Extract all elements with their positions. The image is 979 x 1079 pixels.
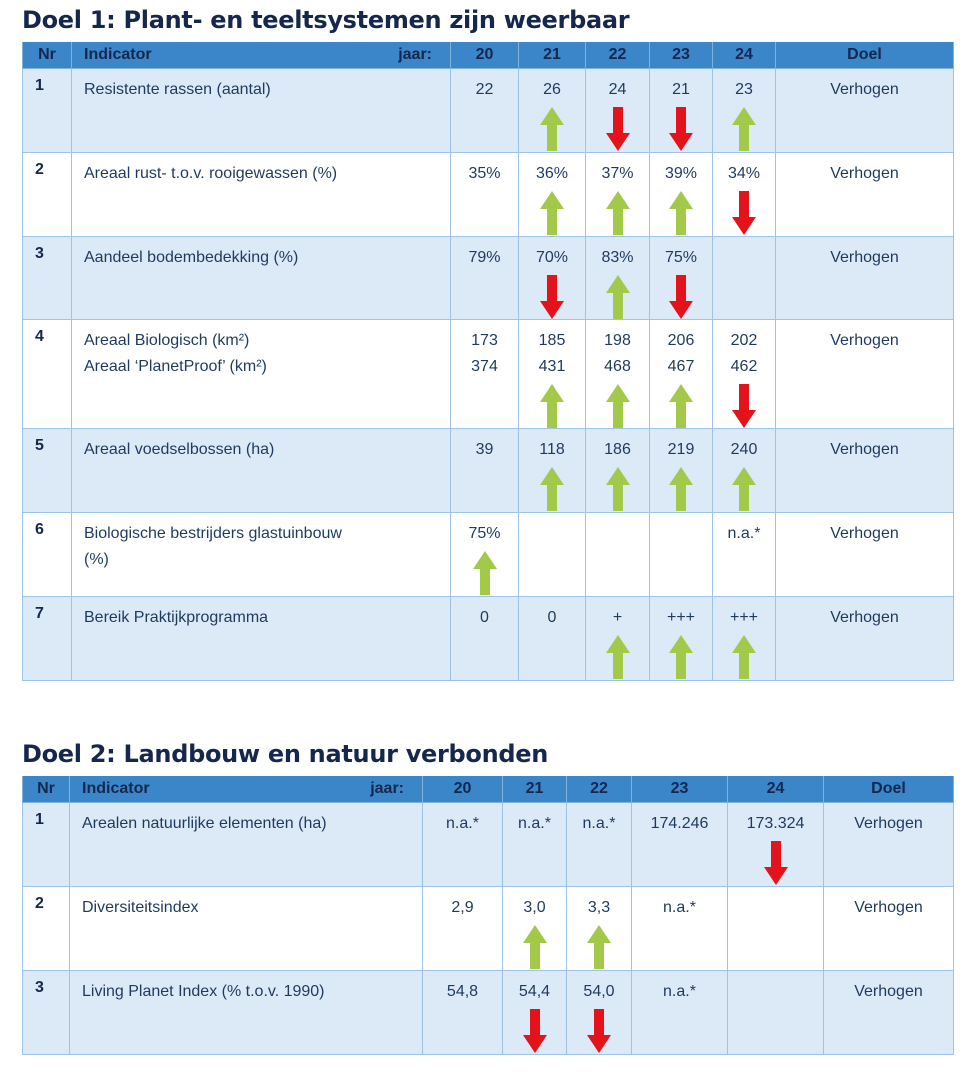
arrow-down-icon — [523, 1009, 547, 1053]
year-value: n.a.* — [446, 815, 479, 832]
indicator-label: (%) — [84, 551, 109, 568]
year-value-cell — [632, 803, 728, 887]
header-jaar: jaar: — [370, 780, 404, 797]
year-value-cell — [503, 971, 567, 1055]
arrow-up-icon — [540, 191, 564, 235]
indicator-cell — [72, 237, 451, 320]
year-value-cell — [650, 597, 713, 681]
section1-table — [22, 42, 954, 681]
year-value: 22 — [475, 81, 494, 98]
year-value-cell — [586, 237, 650, 320]
year-value-cell — [650, 513, 713, 597]
year-value-cell — [451, 429, 519, 513]
year-value: 35% — [468, 165, 501, 182]
year-value: 206 — [667, 332, 695, 349]
header-indicator-label: Indicator — [82, 780, 150, 797]
year-value-cell — [650, 69, 713, 153]
doel-cell: Verhogen — [776, 237, 954, 320]
year-value: 467 — [667, 358, 695, 375]
year-value: 186 — [604, 441, 631, 458]
year-value: 468 — [604, 358, 631, 375]
year-value: 431 — [538, 358, 566, 375]
header-year-24: 24 — [713, 42, 776, 69]
year-value: 219 — [667, 441, 695, 458]
header-year-21: 21 — [503, 776, 567, 803]
indicator-cell — [72, 597, 451, 681]
header-indicator-label: Indicator — [84, 46, 152, 63]
table-row — [23, 513, 954, 597]
arrow-down-icon — [764, 841, 788, 885]
arrow-down-icon — [540, 275, 564, 319]
indicator-label: Biologische bestrijders glastuinbouw — [84, 525, 342, 542]
year-value-cell — [451, 153, 519, 237]
arrow-down-icon — [587, 1009, 611, 1053]
row-number: 6 — [23, 513, 72, 597]
indicator-label: Diversiteitsindex — [82, 899, 199, 916]
row-number: 5 — [23, 429, 72, 513]
table-row — [23, 887, 954, 971]
arrow-up-icon — [732, 635, 756, 679]
indicator-cell — [72, 320, 451, 429]
year-value-cell — [728, 971, 824, 1055]
year-value-cell — [650, 153, 713, 237]
year-value: 240 — [730, 441, 758, 458]
year-value-cell — [503, 887, 567, 971]
indicator-label: Areaal rust- t.o.v. rooigewassen (%) — [84, 165, 338, 182]
arrow-up-icon — [669, 384, 693, 428]
header-nr: Nr — [23, 42, 72, 69]
table-row — [23, 153, 954, 237]
year-value-cell — [632, 887, 728, 971]
year-value-cell — [451, 320, 519, 429]
table-row — [23, 597, 954, 681]
year-value: 0 — [547, 609, 557, 626]
year-value: 2,9 — [451, 899, 474, 916]
year-value-cell — [423, 887, 503, 971]
arrow-up-icon — [606, 635, 630, 679]
year-value: 39% — [664, 165, 698, 182]
arrow-up-icon — [606, 275, 630, 319]
year-value-cell — [519, 597, 586, 681]
year-value-cell — [632, 971, 728, 1055]
arrow-up-icon — [732, 107, 756, 151]
doel-cell: Verhogen — [824, 803, 954, 887]
year-value: n.a.* — [727, 525, 761, 542]
row-number: 2 — [23, 887, 70, 971]
year-value: n.a.* — [663, 983, 696, 1000]
year-value-cell — [713, 597, 776, 681]
year-value-cell — [713, 320, 776, 429]
year-value-cell — [650, 429, 713, 513]
indicator-label: Areaal ‘PlanetProof’ (km²) — [84, 358, 267, 375]
arrow-down-icon — [606, 107, 630, 151]
table-row — [23, 429, 954, 513]
doel-cell: Verhogen — [776, 513, 954, 597]
year-value-cell — [713, 153, 776, 237]
year-value: 83% — [601, 249, 634, 266]
year-value-cell — [567, 971, 632, 1055]
year-value: 37% — [601, 165, 634, 182]
table-row — [23, 69, 954, 153]
year-value-cell — [519, 153, 586, 237]
header-year-22: 22 — [567, 776, 632, 803]
year-value-cell — [586, 513, 650, 597]
doel-cell: Verhogen — [824, 887, 954, 971]
header-year-22: 22 — [586, 42, 650, 69]
year-value-cell — [567, 887, 632, 971]
year-value: n.a.* — [663, 899, 696, 916]
year-value: + — [612, 609, 623, 626]
year-value-cell — [713, 429, 776, 513]
year-value-cell — [586, 597, 650, 681]
doel-cell: Verhogen — [776, 320, 954, 429]
header-jaar: jaar: — [398, 46, 432, 63]
header-year-20: 20 — [423, 776, 503, 803]
arrow-up-icon — [523, 925, 547, 969]
indicator-label: Arealen natuurlijke elementen (ha) — [82, 815, 327, 832]
indicator-cell — [70, 887, 423, 971]
indicator-label: Resistente rassen (aantal) — [84, 81, 271, 98]
year-value: 23 — [735, 81, 753, 98]
header-year-20: 20 — [451, 42, 519, 69]
doel-cell: Verhogen — [776, 429, 954, 513]
indicator-label: Living Planet Index (% t.o.v. 1990) — [82, 983, 325, 1000]
year-value: 3,3 — [587, 899, 611, 916]
indicator-cell — [70, 971, 423, 1055]
header-year-23: 23 — [632, 776, 728, 803]
arrow-up-icon — [540, 467, 564, 511]
arrow-up-icon — [669, 635, 693, 679]
year-value-cell — [423, 971, 503, 1055]
row-number: 1 — [23, 69, 72, 153]
year-value: 54,8 — [446, 983, 479, 1000]
table-row — [23, 237, 954, 320]
table-row — [23, 803, 954, 887]
indicator-cell — [72, 153, 451, 237]
year-value-cell — [451, 69, 519, 153]
header-indicator — [70, 776, 423, 803]
indicator-label: Bereik Praktijkprogramma — [84, 609, 269, 626]
year-value: 39 — [475, 441, 494, 458]
indicator-label: Aandeel bodembedekking (%) — [84, 249, 299, 266]
header-year-24: 24 — [728, 776, 824, 803]
year-value: 374 — [471, 358, 498, 375]
arrow-up-icon — [669, 191, 693, 235]
indicator-label: Areaal voedselbossen (ha) — [84, 441, 275, 458]
year-value: 173.324 — [746, 815, 805, 832]
table-header-row — [23, 776, 954, 803]
year-value: 24 — [608, 81, 627, 98]
indicator-cell — [72, 513, 451, 597]
indicator-cell — [70, 803, 423, 887]
year-value: 70% — [535, 249, 569, 266]
section2-body — [23, 803, 954, 1055]
section2-table — [22, 776, 954, 1055]
year-value-cell — [586, 429, 650, 513]
indicator-cell — [72, 429, 451, 513]
year-value: 3,0 — [523, 899, 546, 916]
row-number: 7 — [23, 597, 72, 681]
arrow-up-icon — [587, 925, 611, 969]
arrow-up-icon — [606, 191, 630, 235]
year-value: 54,4 — [518, 983, 551, 1000]
year-value-cell — [650, 237, 713, 320]
year-value: +++ — [729, 609, 759, 626]
year-value: n.a.* — [582, 815, 616, 832]
year-value-cell — [519, 429, 586, 513]
year-value: 173 — [471, 332, 498, 349]
year-value: n.a.* — [518, 815, 551, 832]
header-nr: Nr — [23, 776, 70, 803]
year-value: 79% — [468, 249, 501, 266]
year-value: 36% — [535, 165, 569, 182]
section2-title: Doel 2: Landbouw en natuur verbonden — [22, 740, 549, 768]
year-value-cell — [586, 153, 650, 237]
year-value: +++ — [666, 609, 696, 626]
arrow-up-icon — [606, 384, 630, 428]
arrow-up-icon — [732, 467, 756, 511]
year-value-cell — [519, 513, 586, 597]
section1-body — [23, 69, 954, 681]
year-value: 54,0 — [583, 983, 615, 1000]
year-value-cell — [451, 597, 519, 681]
section1-title: Doel 1: Plant- en teeltsystemen zijn weerbaar — [22, 6, 630, 34]
year-value: 462 — [730, 358, 758, 375]
year-value: 21 — [672, 81, 690, 98]
arrow-up-icon — [669, 467, 693, 511]
doel-cell: Verhogen — [776, 597, 954, 681]
year-value: 75% — [664, 249, 698, 266]
arrow-down-icon — [669, 107, 693, 151]
header-year-23: 23 — [650, 42, 713, 69]
year-value-cell — [586, 320, 650, 429]
row-number: 1 — [23, 803, 70, 887]
year-value-cell — [713, 69, 776, 153]
year-value-cell — [567, 803, 632, 887]
year-value-cell — [713, 513, 776, 597]
year-value: 0 — [480, 609, 489, 626]
doel-cell: Verhogen — [824, 971, 954, 1055]
arrow-up-icon — [540, 384, 564, 428]
year-value-cell — [586, 69, 650, 153]
year-value-cell — [519, 320, 586, 429]
table-row — [23, 320, 954, 429]
indicator-cell — [72, 69, 451, 153]
arrow-down-icon — [669, 275, 693, 319]
year-value-cell — [451, 237, 519, 320]
table-row — [23, 971, 954, 1055]
year-value: 118 — [539, 441, 565, 458]
row-number: 3 — [23, 237, 72, 320]
year-value: 26 — [543, 81, 561, 98]
year-value: 174.246 — [650, 815, 709, 832]
row-number: 3 — [23, 971, 70, 1055]
header-doel: Doel — [824, 776, 954, 803]
year-value-cell — [451, 513, 519, 597]
arrow-up-icon — [473, 551, 497, 595]
doel-cell: Verhogen — [776, 69, 954, 153]
row-number: 2 — [23, 153, 72, 237]
year-value: 34% — [727, 165, 761, 182]
year-value-cell — [650, 320, 713, 429]
year-value-cell — [423, 803, 503, 887]
arrow-up-icon — [540, 107, 564, 151]
year-value-cell — [713, 237, 776, 320]
arrow-down-icon — [732, 191, 756, 235]
year-value-cell — [519, 237, 586, 320]
year-value-cell — [728, 887, 824, 971]
header-year-21: 21 — [519, 42, 586, 69]
arrow-up-icon — [606, 467, 630, 511]
year-value-cell — [728, 803, 824, 887]
arrow-down-icon — [732, 384, 756, 428]
year-value: 198 — [604, 332, 631, 349]
year-value: 185 — [538, 332, 566, 349]
year-value: 202 — [730, 332, 758, 349]
year-value-cell — [519, 69, 586, 153]
header-doel: Doel — [776, 42, 954, 69]
doel-cell: Verhogen — [776, 153, 954, 237]
header-indicator — [72, 42, 451, 69]
row-number: 4 — [23, 320, 72, 429]
indicator-label: Areaal Biologisch (km²) — [84, 332, 250, 349]
year-value-cell — [503, 803, 567, 887]
year-value: 75% — [468, 525, 501, 542]
table-header-row — [23, 42, 954, 69]
